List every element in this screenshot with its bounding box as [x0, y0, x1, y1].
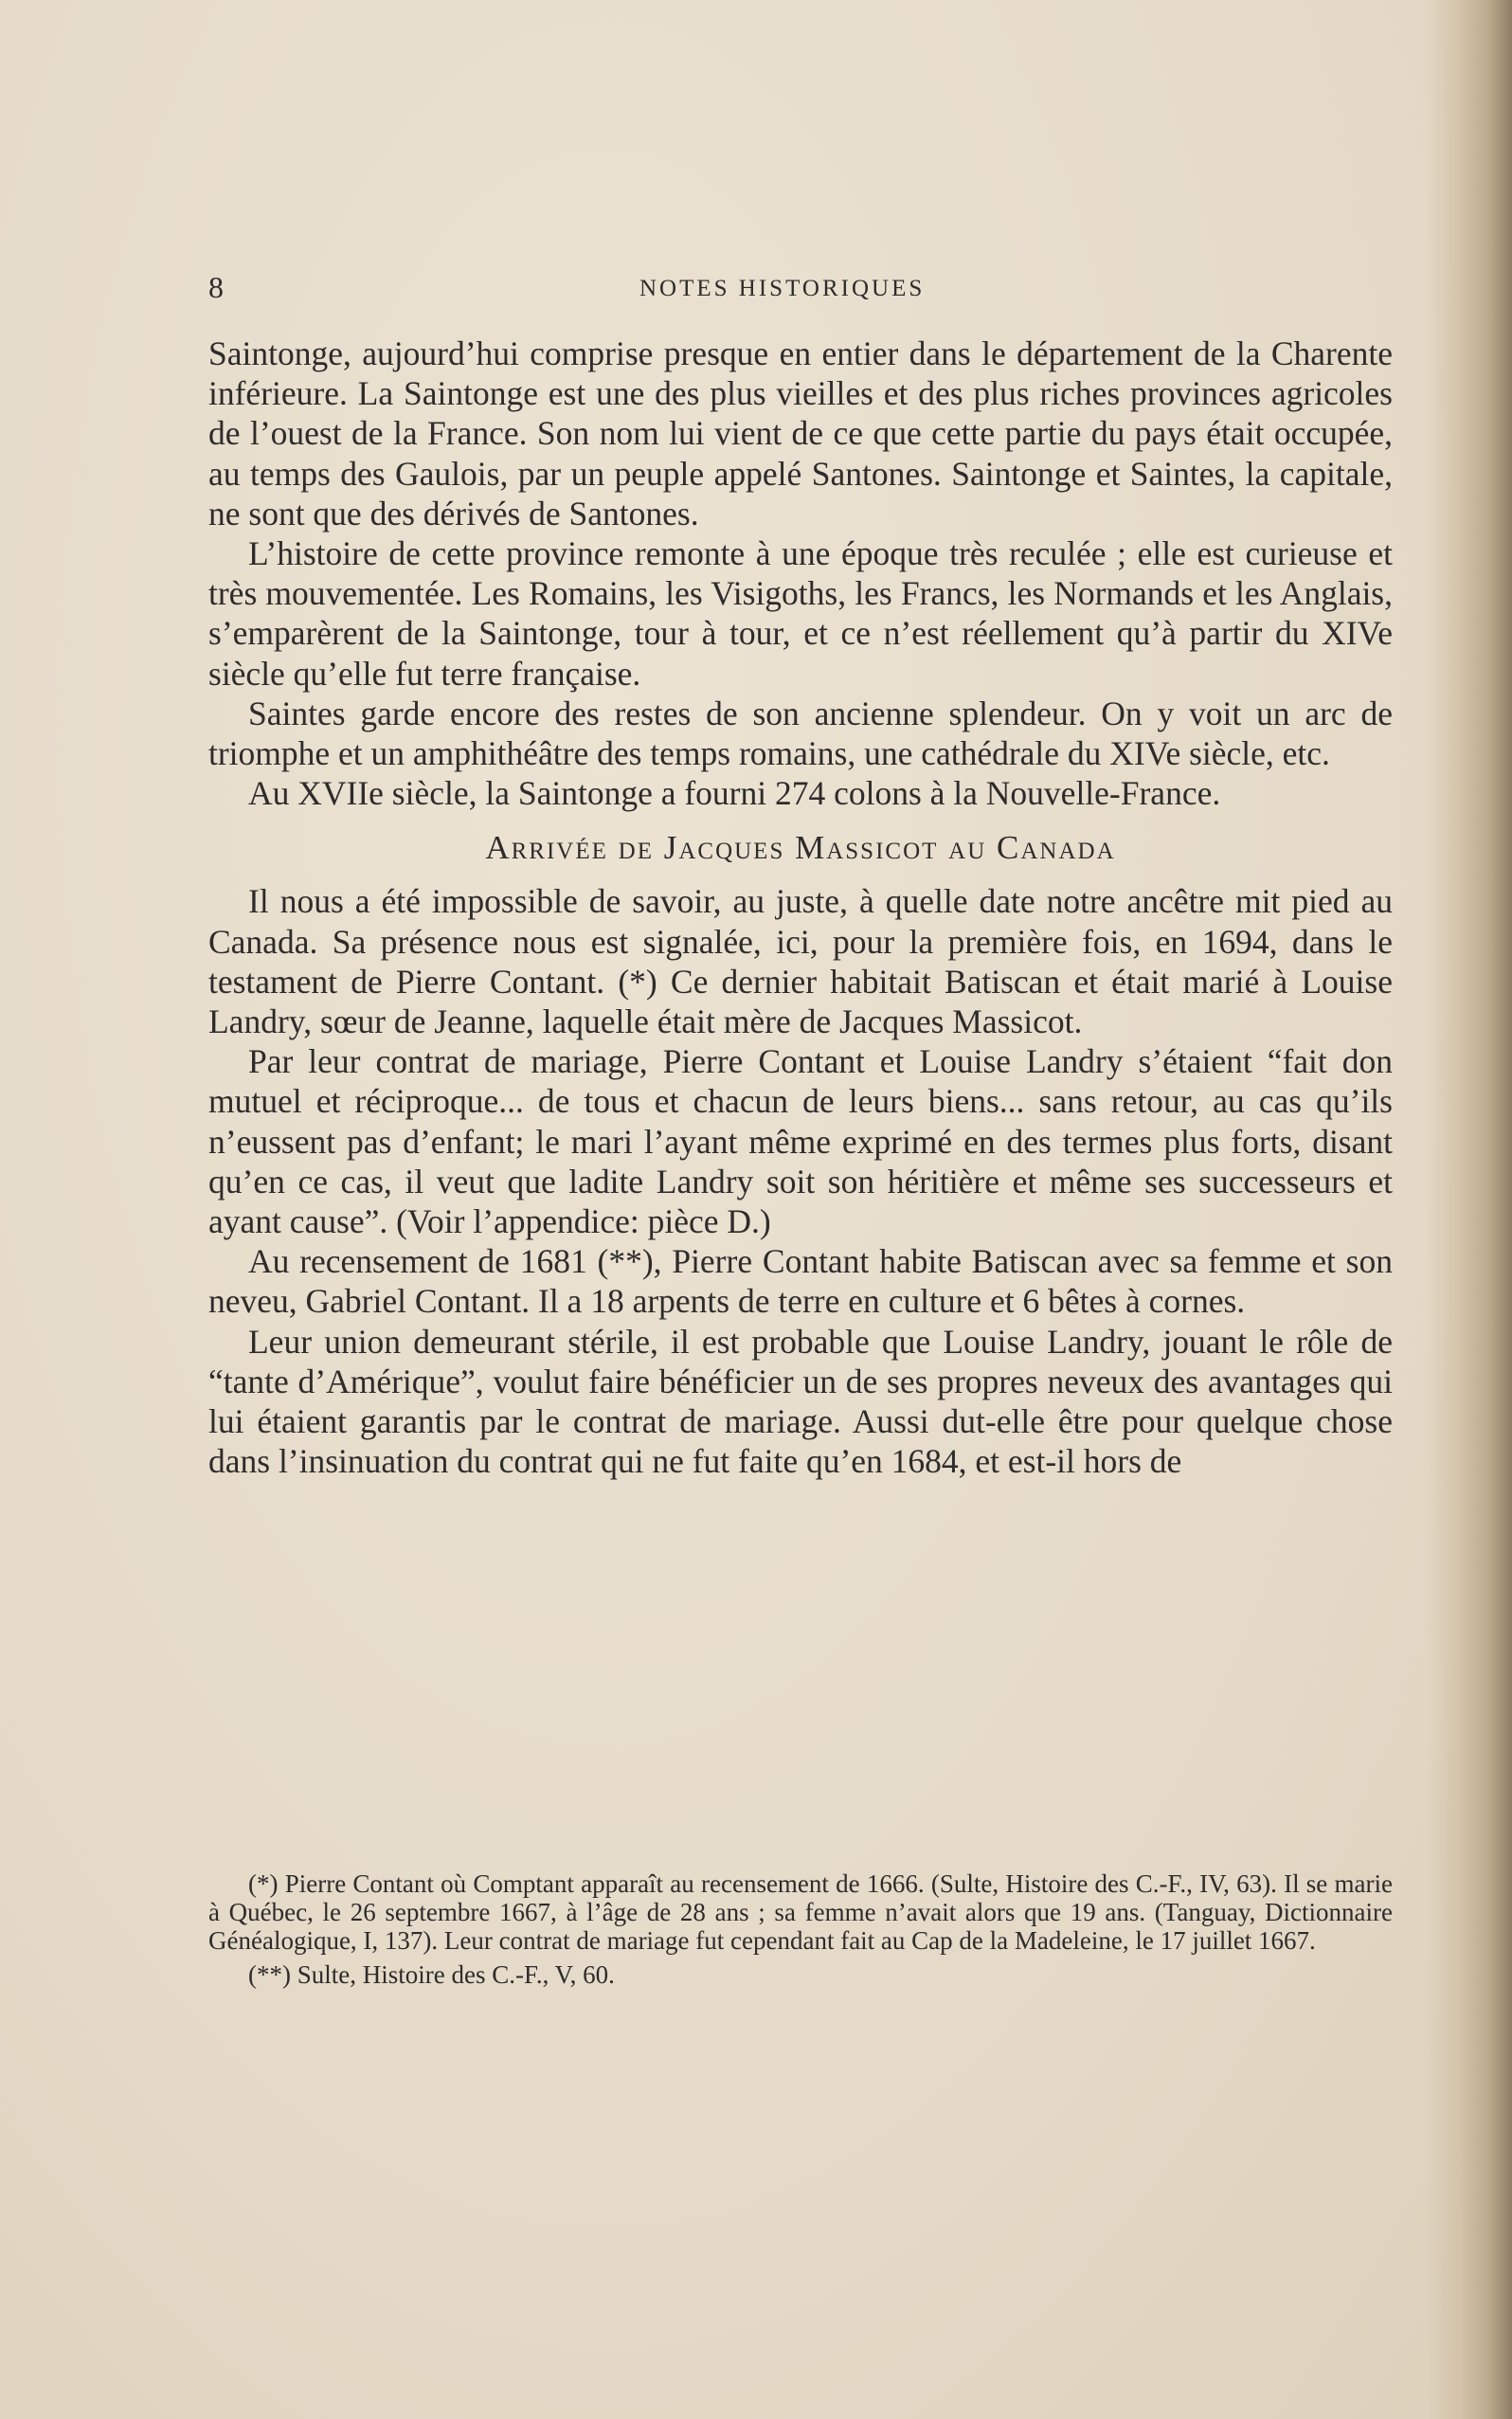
paragraph: Saintonge, aujourd’hui comprise presque en entier dans le département de la Charente inférieure. La Saintonge est une des plus vieilles et des plus riches provinces agricoles de l’ouest de la France. Son nom lui vient de ce que cette partie du pays était occupée, au temps des Gaulois, par un peuple appelé Santones. Saintonge et Saintes, la capitale, ne sont que des dérivés de Santones. — [208, 334, 1393, 533]
paragraph: Il nous a été impossible de savoir, au juste, à quelle date notre ancêtre mit pied au Canada. Sa présence nous est signalée, ici, pour la première fois, en 1694, dans le testament de Pierre Contant. (*) Ce dernier habitait Batiscan et était marié à Louise Landry, sœur de Jeanne, laquelle était mère de Jacques Massicot. — [208, 882, 1393, 1041]
running-head — [208, 270, 1393, 308]
page-number: 8 — [208, 270, 224, 304]
footnote: (**) Sulte, Histoire des C.-F., V, 60. — [248, 1960, 615, 1989]
paragraph: Saintes garde encore des restes de son ancienne splendeur. On y voit un arc de triomphe et un amphithéâtre des temps romains, une cathédrale du XIVe siècle, etc. — [208, 694, 1393, 773]
footnote: (*) Pierre Contant où Comptant apparaît au recensement de 1666. (Sulte, Histoire des C.-F., IV, 63). Il se marie à Québec, le 26 septembre 1667, à l’âge de 28 ans ; sa femme n’avait alors que 19 ans. (Tanguay, Dictionnaire Généalogique, I, 137). Leur contrat de mariage fut cependant fait au Cap de la Madeleine, le 17 juillet 1667. — [208, 1869, 1393, 1955]
paragraph: Par leur contrat de mariage, Pierre Contant et Louise Landry s’étaient “fait don mutuel et réciproque... de tous et chacun de leurs biens... sans retour, au cas qu’ils n’eussent pas d’enfant; le mari l’ayant même exprimé en des termes plus forts, disant qu’en ce cas, il veut que ladite Landry soit son héritière et même ses successeurs et ayant cause”. (Voir l’appendice: pièce D.) — [208, 1042, 1393, 1241]
paragraph: L’histoire de cette province remonte à une époque très reculée ; elle est curieuse et très mouvementée. Les Romains, les Visigoths, les Francs, les Normands et les Anglais, s’emparèrent de la Saintonge, tour à tour, et ce n’est réellement qu’à partir du XIVe siècle qu’elle fut terre française. — [208, 534, 1393, 693]
footnotes — [208, 1869, 1393, 1995]
paragraph: Leur union demeurant stérile, il est probable que Louise Landry, jouant le rôle de “tante d’Amérique”, voulut faire bénéficier un de ses propres neveux des avantages qui lui étaient garantis par le contrat de mariage. Aussi dut-elle être pour quelque chose dans l’insinuation du contrat qui ne fut faite qu’en 1684, et est-il hors de — [208, 1322, 1393, 1481]
paragraph: Au XVIIe siècle, la Saintonge a fourni 274 colons à la Nouvelle-France. — [248, 774, 1221, 813]
section-heading: Arrivée de Jacques Massicot au Canada — [485, 829, 1116, 867]
page-binding-edge — [1427, 0, 1512, 2419]
body-text — [208, 334, 1393, 1481]
running-title: NOTES HISTORIQUES — [639, 276, 926, 301]
paragraph: Au recensement de 1681 (**), Pierre Contant habite Batiscan avec sa femme et son neveu, Gabriel Contant. Il a 18 arpents de terre en culture et 6 bêtes à cornes. — [208, 1242, 1393, 1321]
